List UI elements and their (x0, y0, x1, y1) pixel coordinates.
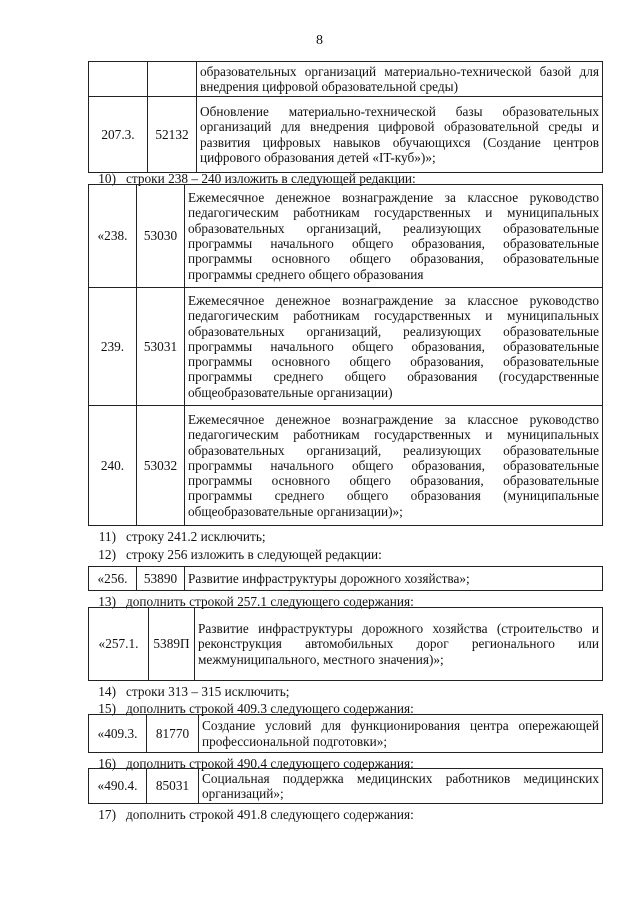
table-row (89, 97, 603, 173)
table-row (89, 567, 603, 591)
item-number: 10) (98, 171, 116, 186)
table-row (89, 62, 603, 97)
item-number: 16) (98, 756, 116, 771)
item-number: 13) (98, 594, 116, 609)
row-description: Ежемесячное денежное вознаграждение за классное руководство педагогическим работникам государственных и муниципальных образовательных организаций, реализующих образовательные программы начального общего образования, образовательные программы основного общего образования, образовательные программы среднего общего образования (185, 185, 603, 288)
row-description: Ежемесячное денежное вознаграждение за классное руководство педагогическим работникам государственных и муниципальных образовательных организаций, реализующих образовательные программы начального общего образования, образовательные программы основного общего образования, образовательные программы среднего общего образования (муниципальные общеобразовательные организации)»; (185, 406, 603, 526)
row-number (89, 62, 148, 97)
item-number: 14) (98, 684, 116, 699)
table-257-1 (88, 607, 603, 681)
table-256 (88, 566, 603, 591)
row-code: 53030 (137, 185, 185, 288)
row-code: 52132 (148, 97, 197, 173)
row-number: 239. (89, 288, 137, 406)
row-number: «238. (89, 185, 137, 288)
row-number: «256. (89, 567, 137, 591)
row-code: 53890 (137, 567, 185, 591)
table-top (88, 61, 603, 173)
table-409-3 (88, 714, 603, 753)
item-text: дополнить строкой 257.1 следующего содержания: (126, 594, 414, 609)
row-number: «490.4. (89, 769, 147, 804)
item-number: 12) (98, 547, 116, 562)
table-row (89, 608, 603, 681)
item-text: строку 256 изложить в следующей редакции: (126, 547, 382, 562)
row-description: Социальная поддержка медицинских работников медицинских организаций»; (199, 769, 603, 804)
table-238-240 (88, 184, 603, 526)
item-14 (88, 684, 290, 699)
row-code: 53032 (137, 406, 185, 526)
table-row (89, 288, 603, 406)
page-number: 8 (316, 33, 323, 48)
row-description: Создание условий для функционирования центра опережающей профессиональной подготовки»; (199, 715, 603, 753)
row-description: образовательных организаций материально-технической базой для внедрения цифровой образовательной среды) (197, 62, 603, 97)
item-12 (88, 547, 382, 562)
row-description: Ежемесячное денежное вознаграждение за классное руководство педагогическим работникам государственных и муниципальных образовательных организаций, реализующих образовательные программы начального общего образования, образовательные программы основного общего образования, образовательные программы среднего общего образования (государственные общеобразовательные организации) (185, 288, 603, 406)
row-number: 240. (89, 406, 137, 526)
row-code: 85031 (147, 769, 199, 804)
row-code: 81770 (147, 715, 199, 753)
row-description: Обновление материально-технической базы образовательных организаций для внедрения цифровой образовательной среды и развития цифровых навыков обучающихся (Создание центров цифрового образования детей «IT-куб»)»; (197, 97, 603, 173)
table-row (89, 769, 603, 804)
item-number: 11) (98, 529, 116, 544)
row-description: Развитие инфраструктуры дорожного хозяйства»; (185, 567, 603, 591)
item-text: дополнить строкой 491.8 следующего содержания: (126, 807, 414, 822)
row-number: «257.1. (89, 608, 149, 681)
item-text: дополнить строкой 490.4 следующего содержания: (126, 756, 414, 771)
item-text: строку 241.2 исключить; (126, 529, 266, 544)
item-text: строки 313 – 315 исключить; (126, 684, 290, 699)
item-17 (88, 807, 414, 822)
row-description: Развитие инфраструктуры дорожного хозяйства (строительство и реконструкция автомобильных дорог регионального или межмуниципального, местного значения)»; (195, 608, 603, 681)
row-code: 5389П (149, 608, 195, 681)
item-text: строки 238 – 240 изложить в следующей редакции: (126, 171, 416, 186)
table-row (89, 185, 603, 288)
row-code: 53031 (137, 288, 185, 406)
row-code (148, 62, 197, 97)
item-11 (88, 529, 266, 544)
table-row (89, 406, 603, 526)
item-number: 17) (98, 807, 116, 822)
row-number: 207.3. (89, 97, 148, 173)
table-row (89, 715, 603, 753)
row-number: «409.3. (89, 715, 147, 753)
item-number: 15) (98, 701, 116, 716)
table-490-4 (88, 768, 603, 804)
item-text: дополнить строкой 409.3 следующего содержания: (126, 701, 414, 716)
